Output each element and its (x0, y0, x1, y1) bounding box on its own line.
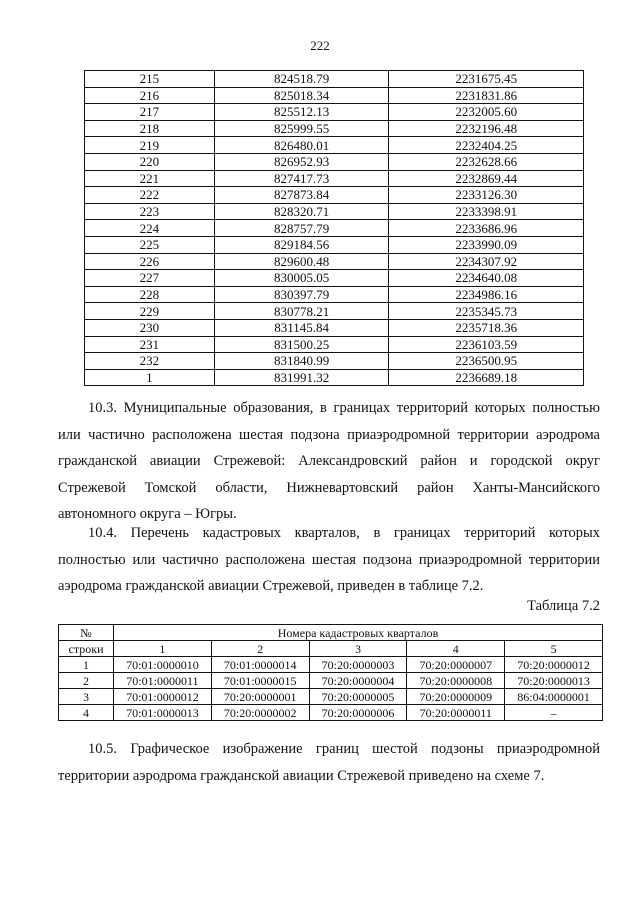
point-number-cell: 219 (85, 137, 215, 154)
table-row (59, 689, 603, 705)
point-number-cell: 218 (85, 120, 215, 137)
cadastral-number-cell: 70:20:0000001 (211, 689, 309, 705)
paragraph-10-5-text: 10.5. Графическое изображение границ шестой подзоны приаэродромной территории аэродрома гражданской авиации Стрежевой приведено на схеме 7. (58, 741, 600, 784)
x-coordinate-cell: 829184.56 (214, 236, 389, 253)
table-row (59, 673, 603, 689)
table-caption: Таблица 7.2 (527, 598, 600, 614)
point-number-cell: 226 (85, 253, 215, 270)
cadastral-quarters-table (58, 624, 603, 721)
x-coordinate-cell: 830397.79 (214, 286, 389, 303)
x-coordinate-cell: 828757.79 (214, 220, 389, 237)
table-row (85, 120, 584, 137)
table-row (85, 170, 584, 187)
y-coordinate-cell: 2233686.96 (389, 220, 584, 237)
y-coordinate-cell: 2235718.36 (389, 319, 584, 336)
y-coordinate-cell: 2233126.30 (389, 187, 584, 204)
table-row (85, 203, 584, 220)
table-row (85, 104, 584, 121)
point-number-cell: 222 (85, 187, 215, 204)
paragraph-10-4-text: 10.4. Перечень кадастровых кварталов, в границах территорий которых полностью или частично расположена шестая подзона приаэродромной территории аэродрома гражданской авиации Стрежевой, приведен в таблице 7.2. (58, 525, 600, 594)
x-coordinate-cell: 831840.99 (214, 353, 389, 370)
row-number-cell: 3 (59, 689, 114, 705)
y-coordinate-cell: 2234307.92 (389, 253, 584, 270)
cadastral-number-cell: 70:20:0000006 (309, 705, 407, 721)
y-coordinate-cell: 2231675.45 (389, 71, 584, 88)
point-number-cell: 217 (85, 104, 215, 121)
x-coordinate-cell: 830005.05 (214, 270, 389, 287)
x-coordinate-cell: 826952.93 (214, 153, 389, 170)
paragraph-10-5 (58, 736, 600, 789)
cadastral-number-cell: 70:01:0000014 (211, 657, 309, 673)
row-number-cell: 4 (59, 705, 114, 721)
table-row (85, 319, 584, 336)
point-number-cell: 216 (85, 87, 215, 104)
x-coordinate-cell: 829600.48 (214, 253, 389, 270)
y-coordinate-cell: 2231831.86 (389, 87, 584, 104)
y-coordinate-cell: 2232404.25 (389, 137, 584, 154)
row-number-cell: 2 (59, 673, 114, 689)
table-row (85, 220, 584, 237)
x-coordinate-cell: 825018.34 (214, 87, 389, 104)
x-coordinate-cell: 826480.01 (214, 137, 389, 154)
row-number-header (59, 625, 114, 641)
cadastral-number-cell: 70:20:0000008 (407, 673, 505, 689)
point-number-cell: 228 (85, 286, 215, 303)
y-coordinate-cell: 2234640.08 (389, 270, 584, 287)
point-number-cell: 221 (85, 170, 215, 187)
x-coordinate-cell: 831500.25 (214, 336, 389, 353)
point-number-cell: 229 (85, 303, 215, 320)
point-number-cell: 230 (85, 319, 215, 336)
x-coordinate-cell: 830778.21 (214, 303, 389, 320)
table-row (59, 657, 603, 673)
point-number-cell: 225 (85, 236, 215, 253)
cadastral-number-cell: 70:20:0000012 (505, 657, 603, 673)
table-row (85, 87, 584, 104)
column-number-header: 3 (309, 641, 407, 657)
table-row (85, 303, 584, 320)
y-coordinate-cell: 2232196.48 (389, 120, 584, 137)
cadastral-number-cell: 70:20:0000011 (407, 705, 505, 721)
page-number: 222 (310, 38, 330, 53)
cadastral-number-cell: 70:01:0000010 (114, 657, 212, 673)
cadastral-number-cell: 70:01:0000011 (114, 673, 212, 689)
x-coordinate-cell: 824518.79 (214, 71, 389, 88)
point-number-cell: 223 (85, 203, 215, 220)
y-coordinate-cell: 2233990.09 (389, 236, 584, 253)
table-row (85, 71, 584, 88)
cadastral-group-header: Номера кадастровых кварталов (114, 625, 603, 641)
y-coordinate-cell: 2236103.59 (389, 336, 584, 353)
y-coordinate-cell: 2232869.44 (389, 170, 584, 187)
table-row (85, 353, 584, 370)
cadastral-number-cell: 70:20:0000005 (309, 689, 407, 705)
cadastral-number-cell: 70:20:0000004 (309, 673, 407, 689)
y-coordinate-cell: 2234986.16 (389, 286, 584, 303)
cadastral-number-cell: 70:01:0000012 (114, 689, 212, 705)
table-row (85, 286, 584, 303)
row-number-header-line2: строки (59, 641, 114, 657)
row-number-cell: 1 (59, 657, 114, 673)
y-coordinate-cell: 2232005.60 (389, 104, 584, 121)
cadastral-number-cell: 70:20:0000009 (407, 689, 505, 705)
x-coordinate-cell: 825512.13 (214, 104, 389, 121)
y-coordinate-cell: 2235345.73 (389, 303, 584, 320)
row-number-header-line1: № (80, 625, 92, 640)
point-number-cell: 224 (85, 220, 215, 237)
cadastral-number-cell: 70:01:0000013 (114, 705, 212, 721)
column-number-header: 1 (114, 641, 212, 657)
point-number-cell: 227 (85, 270, 215, 287)
x-coordinate-cell: 831991.32 (214, 369, 389, 386)
cadastral-number-cell: 70:20:0000002 (211, 705, 309, 721)
y-coordinate-cell: 2233398.91 (389, 203, 584, 220)
table-row (85, 187, 584, 204)
x-coordinate-cell: 828320.71 (214, 203, 389, 220)
x-coordinate-cell: 827417.73 (214, 170, 389, 187)
cadastral-number-cell: 86:04:0000001 (505, 689, 603, 705)
cadastral-number-cell: 70:20:0000013 (505, 673, 603, 689)
table-row (85, 253, 584, 270)
paragraph-10-4 (58, 520, 600, 600)
x-coordinate-cell: 827873.84 (214, 187, 389, 204)
paragraph-10-3 (58, 395, 600, 528)
table-row (85, 153, 584, 170)
cadastral-number-cell: 70:20:0000003 (309, 657, 407, 673)
column-number-header: 2 (211, 641, 309, 657)
x-coordinate-cell: 831145.84 (214, 319, 389, 336)
column-number-header: 4 (407, 641, 505, 657)
point-number-cell: 1 (85, 369, 215, 386)
column-number-header: 5 (505, 641, 603, 657)
table-row (85, 336, 584, 353)
cadastral-number-cell: 70:20:0000007 (407, 657, 505, 673)
point-number-cell: 231 (85, 336, 215, 353)
cadastral-number-cell: 70:01:0000015 (211, 673, 309, 689)
table-row (85, 270, 584, 287)
cadastral-number-cell: – (505, 705, 603, 721)
point-number-cell: 232 (85, 353, 215, 370)
y-coordinate-cell: 2236689.18 (389, 369, 584, 386)
table-row (59, 705, 603, 721)
paragraph-10-3-text: 10.3. Муниципальные образования, в границах территорий которых полностью или частично расположена шестая подзона приаэродромной территории аэродрома гражданской авиации Стрежевой: Александровский район и городской округ Стрежевой Томской области, Нижневартовский район Ханты-Мансийского автономного округа – Югры. (58, 400, 600, 522)
y-coordinate-cell: 2236500.95 (389, 353, 584, 370)
table-row (85, 369, 584, 386)
table-row (85, 137, 584, 154)
y-coordinate-cell: 2232628.66 (389, 153, 584, 170)
point-number-cell: 220 (85, 153, 215, 170)
table-row (85, 236, 584, 253)
coordinates-table (84, 70, 584, 386)
x-coordinate-cell: 825999.55 (214, 120, 389, 137)
point-number-cell: 215 (85, 71, 215, 88)
